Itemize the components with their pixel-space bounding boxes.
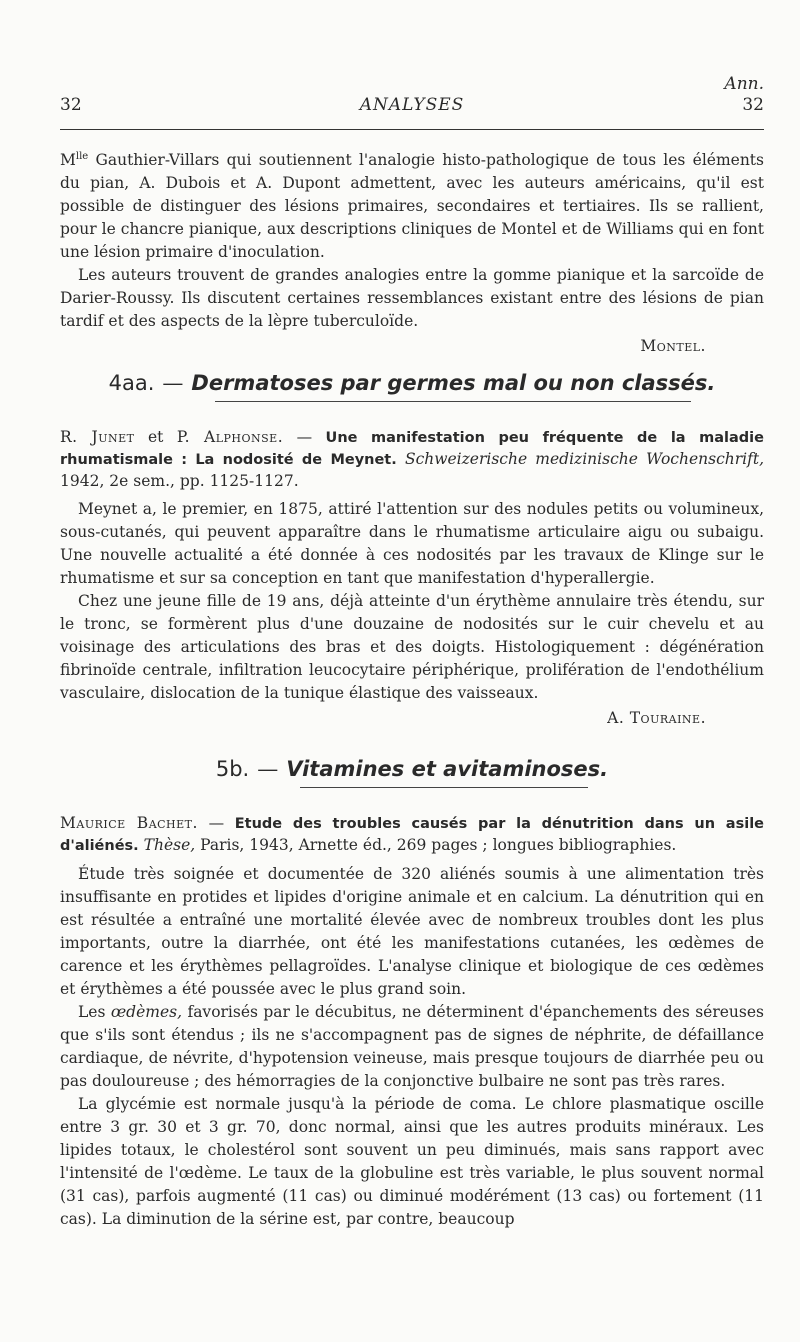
signature-montel: Montel. [640, 337, 706, 356]
running-header [60, 95, 764, 119]
signature-touraine: A. Touraine. [607, 709, 706, 727]
section-heading-5b: 5b. — Vitamines et avitaminoses. [215, 757, 609, 781]
article-reference: R. Junet et P. Alphonse. — Une manifestation peu fréquente de la maladie rhumatismale : La nodosité de Meynet. Schweizerische medizinische Wochenschrift, 1942, 2e sem., pp. 1125-1127. [60, 428, 764, 490]
article-paragraph-2: Les œdèmes, favorisés par le décubitus, ne déterminent d'épanchements des séreuses que s'ils sont étendus ; ils ne s'accompagnent pas de signes de néphrite, de défaillance cardiaque, de névrite, d'hypotension veineuse, mais presque toujours de diarrhée peu ou pas douloureuse ; des hémorragies de la conjonctive bulbaire ne sont pas très rares. [60, 1003, 764, 1090]
article-paragraph-1: Étude très soignée et documentée de 320 aliénés soumis à une alimentation très insuffisante en protides et lipides d'origine animale et en calcium. La dénutrition qui en est résultée a entraîné une mortalité élevée avec de nombreux troubles dont les plus importants, outre la diarrhée, ont été les manifestations cutanées, les œdèmes de carence et les érythèmes pellagroïdes. L'analyse clinique et biologique de ces œdèmes et érythèmes a été poussée avec le plus grand soin. [60, 865, 764, 998]
section-heading-4aa: 4aa. — Dermatoses par germes mal ou non classés. [108, 371, 716, 395]
these-label: Thèse, [143, 836, 196, 854]
article-paragraph-2: Chez une jeune fille de 19 ans, déjà atteinte d'un érythème annulaire très étendu, sur le tronc, se formèrent plus d'une douzaine de nodosités sur le cuir chevelu et au voisinage des articulations des bras et des doigts. Histologiquement : dégénération fibrinoïde centrale, infiltration leucocytaire périphérique, prolifération de l'endothélium vasculaire, dislocation de la tunique élastique des vaisseaux. [60, 592, 764, 702]
header-rule [60, 129, 764, 130]
page-number-right: 32 [742, 95, 764, 115]
section-title: Vitamines et avitaminoses. [286, 757, 609, 781]
article-title: Etude des troubles causés par la dénutrition dans un asile d'aliénés. [60, 816, 764, 854]
journal-abbreviation: Ann. [724, 74, 764, 94]
running-title: ANALYSES [359, 95, 465, 115]
author-junet: R. Junet [60, 428, 135, 446]
citation: Paris, 1943, Arnette éd., 269 pages ; longues bibliographies. [200, 836, 677, 854]
author-alphonse: P. Alphonse. [176, 428, 284, 446]
section-title: Dermatoses par germes mal ou non classés. [191, 371, 716, 395]
journal-name: Schweizerische medizinische Wochenschrift, [404, 450, 764, 468]
article-paragraph-3: La glycémie est normale jusqu'à la période de coma. Le chlore plasmatique oscille entre 3 gr. 30 et 3 gr. 70, donc normal, ainsi que les autres produits minéraux. Les lipides totaux, le cholestérol sont souvent un peu diminués, mais sans rapport avec l'intensité de l'œdème. Le taux de la globuline est très variable, le plus souvent normal (31 cas), parfois augmenté (11 cas) ou diminué modérément (13 cas) ou fortement (11 cas). La diminution de la sérine est, par contre, beaucoup [60, 1095, 764, 1228]
author-bachet: Maurice Bachet. [60, 814, 198, 832]
section-number: 4aa. [108, 371, 155, 395]
continuation-block [60, 145, 764, 358]
article-paragraph-1: Meynet a, le premier, en 1875, attiré l'attention sur des nodules petits ou volumineux, sous-cutanés, qui peuvent apparaître dans le rhumatisme articulaire aigu ou subaigu. Une nouvelle actualité a été donnée à ces nodosités par les travaux de Klinge sur le rhumatisme et sur sa conception en tant que manifestation d'hyperallergie. [60, 500, 764, 587]
article-title: Une manifestation peu fréquente de la maladie rhumatismale : La nodosité de Meynet. [60, 430, 764, 468]
article-junet [60, 427, 764, 730]
citation: 1942, 2e sem., pp. 1125-1127. [60, 472, 299, 490]
section-number: 5b. [215, 757, 250, 781]
mlle-abbrev: M [60, 151, 76, 170]
section-underline [215, 401, 691, 402]
oedemes-term: œdèmes, [110, 1003, 183, 1021]
article-bachet [60, 813, 764, 1231]
continuation-paragraph-1: $M^{lle}$ Gauthier-Villars qui soutiennent l'analogie histo-pathologique de tous les éléments du pian, A. Dubois et A. Dupont admettent, avec les auteurs américains, qu'il est possible de distinguer des lésions primaires, secondaires et tertiaires. Ils se rallient, pour le chancre pianique, aux descriptions cliniques de Montel et de Williams qui en font une lésion primaire d'inoculation. [60, 151, 764, 262]
mlle-superscript: lle [75, 151, 89, 162]
article-reference: Maurice Bachet. — Etude des troubles causés par la dénutrition dans un asile d'aliénés. Thèse, Paris, 1943, Arnette éd., 269 pages ; longues bibliographies. [60, 814, 764, 854]
section-underline [300, 787, 588, 788]
page-number-left: 32 [60, 95, 82, 115]
continuation-paragraph-2: Les auteurs trouvent de grandes analogies entre la gomme pianique et la sarcoïde de Darier-Roussy. Ils discutent certaines ressemblances existant entre des lésions de pian tardif et des aspects de la lèpre tuberculoïde. [60, 266, 764, 331]
